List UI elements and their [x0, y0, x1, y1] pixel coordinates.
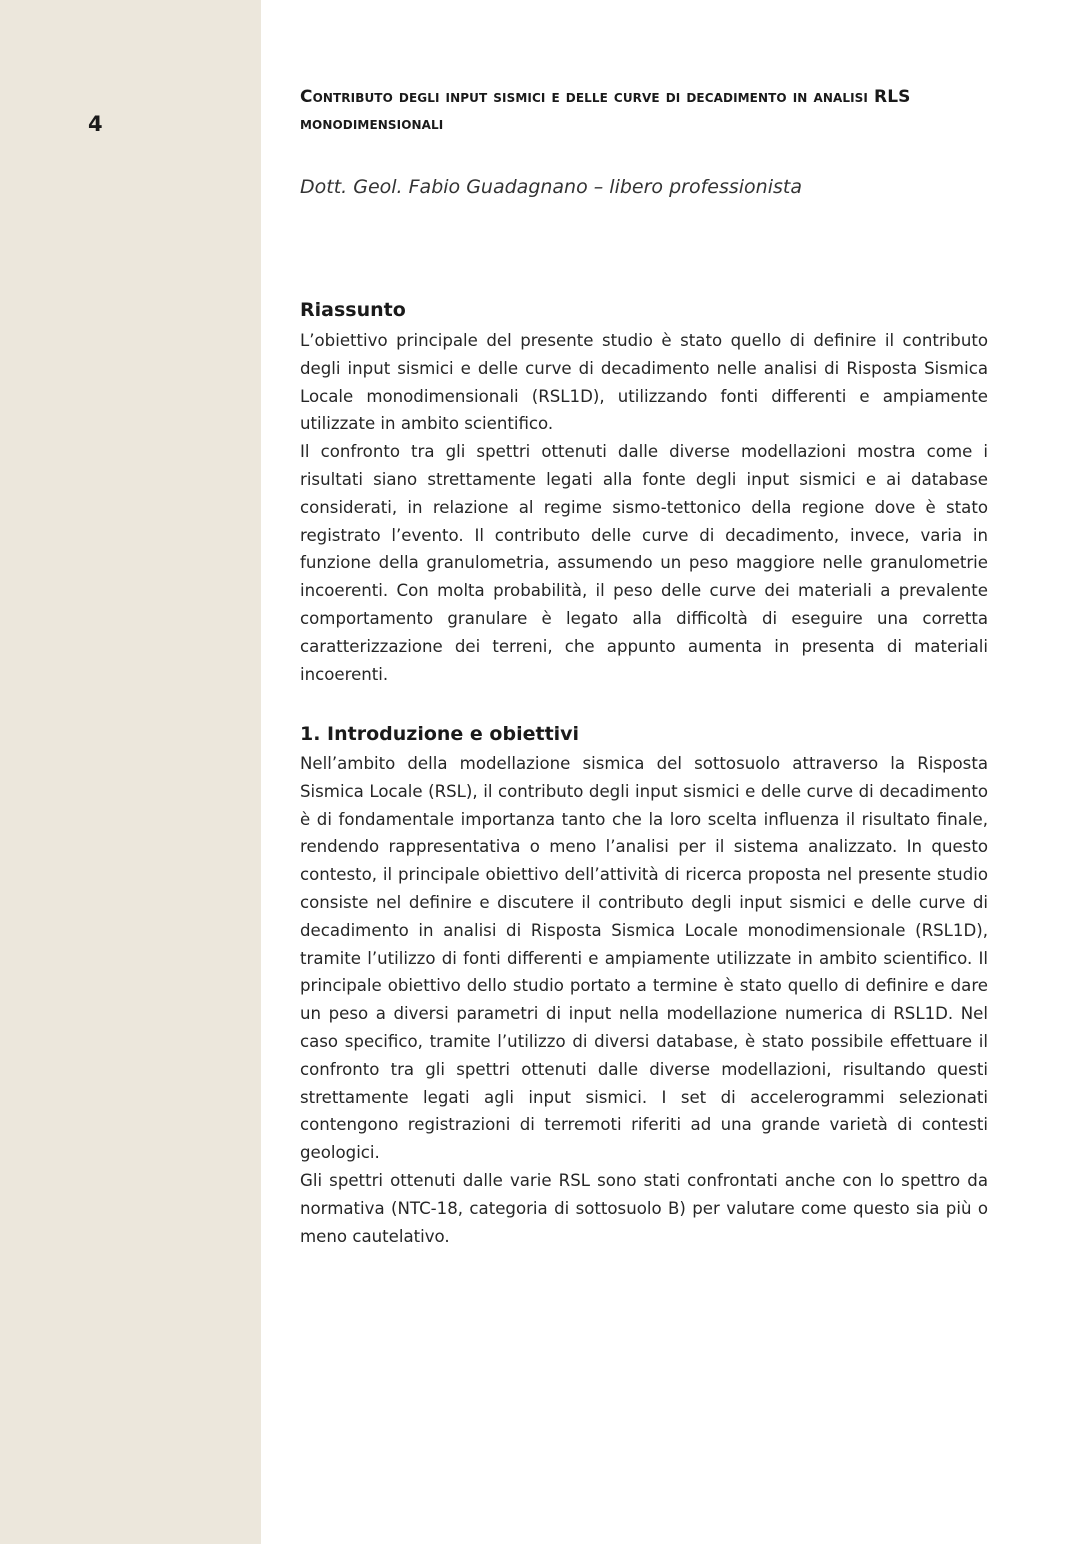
article-author: Dott. Geol. Fabio Guadagnano – libero professionista — [300, 176, 802, 198]
section-heading-riassunto: Riassunto — [300, 299, 406, 321]
paragraph: L’obiettivo principale del presente studio è stato quello di definire il contributo degli input sismici e delle curve di decadimento nelle analisi di Risposta Sismica Locale monodimensionali (RSL1D), utilizzando fonti differenti e ampiamente utilizzate in ambito scientifico. — [300, 331, 988, 434]
chapter-number: 4 — [88, 112, 103, 136]
article-title: Contributo degli input sismici e delle curve di decadimento in analisi RLS monodimensionali — [300, 87, 911, 134]
introduzione-body — [300, 750, 988, 1250]
paragraph: Gli spettri ottenuti dalle varie RSL sono stati confrontati anche con lo spettro da normativa (NTC-18, categoria di sottosuolo B) per valutare come questo sia più o meno cautelativo. — [300, 1170, 988, 1246]
section-heading-introduzione: 1. Introduzione e obiettivi — [300, 723, 580, 745]
riassunto-body — [300, 327, 988, 688]
page-margin-band — [0, 0, 261, 1544]
paragraph: Nell’ambito della modellazione sismica del sottosuolo attraverso la Risposta Sismica Locale (RSL), il contributo degli input sismici e delle curve di decadimento è di fondamentale importanza tanto che la loro scelta influenza il risultato finale, rendendo rappresentativa o meno l’analisi per il sistema analizzato. In questo contesto, il principale obiettivo dell’attività di ricerca proposta nel presente studio consiste nel definire e discutere il contributo degli input sismici e delle curve di decadimento in analisi di Risposta Sismica Locale monodimensionale (RSL1D), tramite l’utilizzo di fonti differenti e ampiamente utilizzate in ambito scientifico. Il principale obiettivo dello studio portato a termine è stato quello di definire e dare un peso a diversi parametri di input nella modellazione numerica di RSL1D. Nel caso specifico, tramite l’utilizzo di diversi database, è stato possibile effettuare il confronto tra gli spettri ottenuti dalle diverse modellazioni, risultando questi strettamente legati agli input sismici. I set di accelerogrammi selezionati contengono registrazioni di terremoti riferiti ad una grande varietà di contesti geologici. — [300, 754, 988, 1163]
paragraph: Il confronto tra gli spettri ottenuti dalle diverse modellazioni mostra come i risultati siano strettamente legati alla fonte degli input sismici e ai database considerati, in relazione al regime sismo-tettonico della regione dove è stato registrato l’evento. Il contributo delle curve di decadimento, invece, varia in funzione della granulometria, assumendo un peso maggiore nelle granulometrie incoerenti. Con molta probabilità, il peso delle curve dei materiali a prevalente comportamento granulare è legato alla difficoltà di eseguire una corretta caratterizzazione dei terreni, che appunto aumenta in presenta di materiali incoerenti. — [300, 442, 988, 684]
